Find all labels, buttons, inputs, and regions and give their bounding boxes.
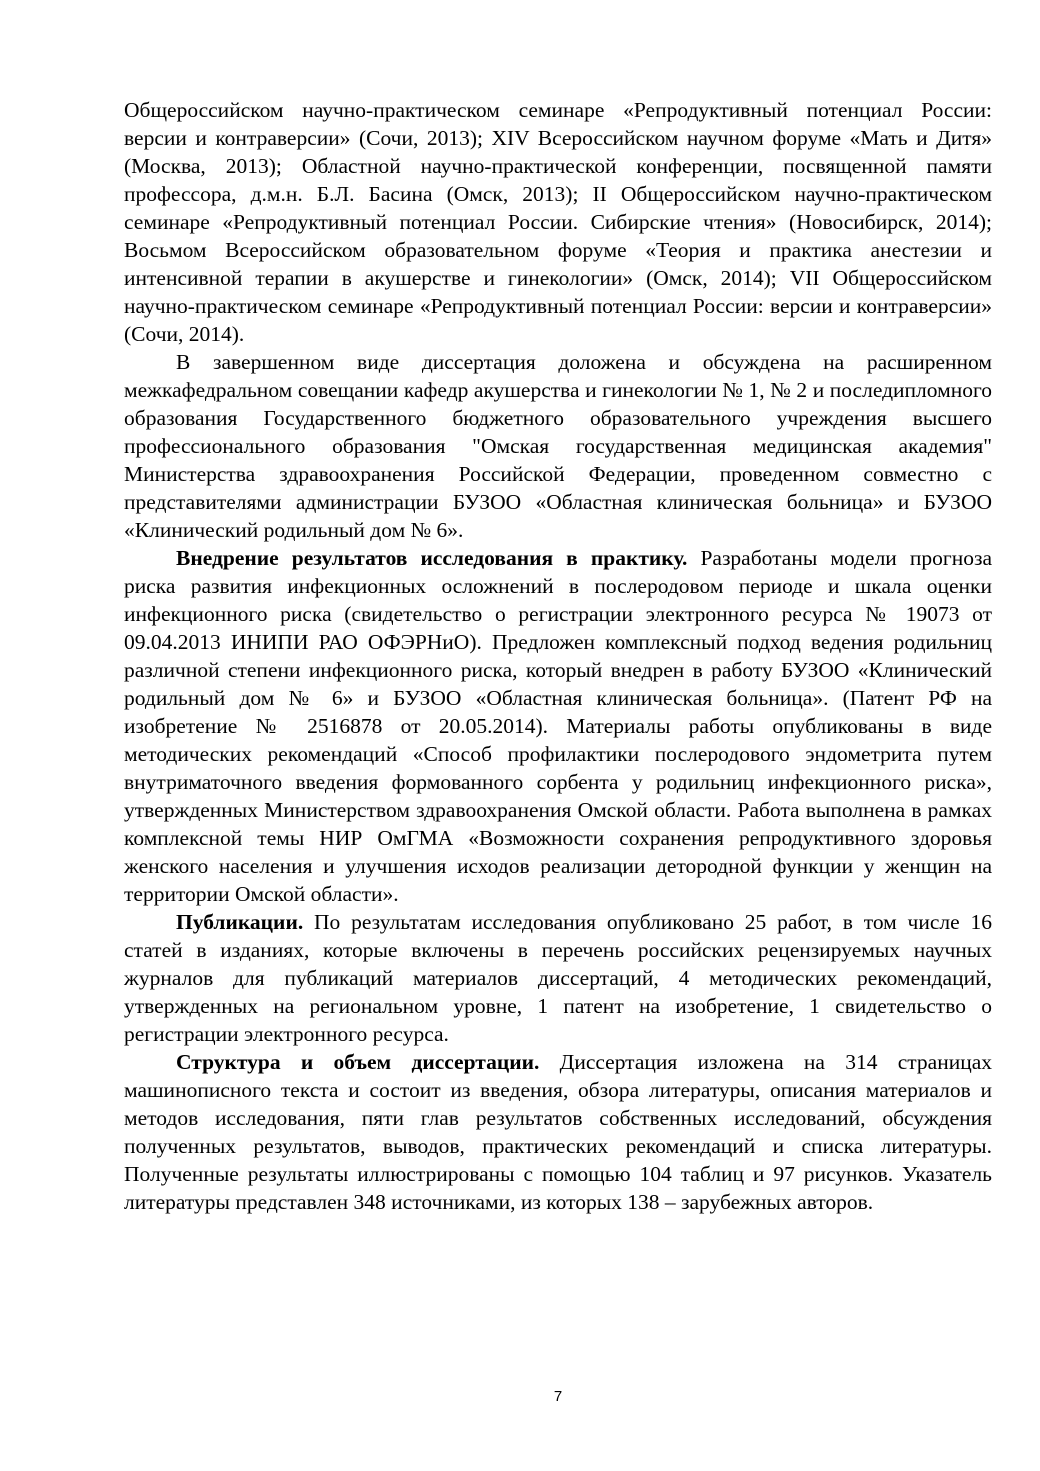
paragraph-conferences-continuation <box>124 96 992 348</box>
section-heading-structure: Структура и объем диссертации. <box>176 1050 540 1074</box>
paragraph-publications <box>124 908 992 1048</box>
paragraph-text: В завершенном виде диссертация доложена и обсуждена на расширенном межкафедральном совещании кафедр акушерства и гинекологии № 1, № 2 и последипломного образования Государственного бюджетного образовательного учреждения высшего профессионального образования "Омская государственная медицинская академия" Министерства здравоохранения Российской Федерации, проведенном совместно с представителями администрации БУЗОО «Областная клиническая больница» и БУЗОО «Клинический родильный дом № 6». <box>124 350 992 542</box>
paragraph-text: Общероссийском научно-практическом семинаре «Репродуктивный потенциал России: версии и контраверсии» (Сочи, 2013); XIV Всероссийском научном форуме «Мать и Дитя» (Москва, 2013); Областной научно-практической конференции, посвященной памяти профессора, д.м.н. Б.Л. Басина (Омск, 2013); II Общероссийском научно-практическом семинаре «Репродуктивный потенциал России. Сибирские чтения» (Новосибирск, 2014); Восьмом Всероссийском образовательном форуме «Теория и практика анестезии и интенсивной терапии в акушерстве и гинекологии» (Омск, 2014); VII Общероссийском научно-практическом семинаре «Репродуктивный потенциал России: версии и контраверсии» (Сочи, 2014). <box>124 98 992 346</box>
section-heading-publications: Публикации. <box>176 910 304 934</box>
document-body <box>124 96 992 1216</box>
section-heading-implementation: Внедрение результатов исследования в практику. <box>176 546 688 570</box>
paragraph-text: По результатам исследования опубликовано 25 работ, в том числе 16 статей в изданиях, которые включены в перечень российских рецензируемых научных журналов для публикаций материалов диссертаций, 4 методических рекомендаций, утвержденных на региональном уровне, 1 патент на изобретение, 1 свидетельство о регистрации электронного ресурса. <box>124 910 992 1046</box>
paragraph-implementation <box>124 544 992 908</box>
paragraph-text: Разработаны модели прогноза риска развития инфекционных осложнений в послеродовом периоде и шкала оценки инфекционного риска (свидетельство о регистрации электронного ресурса № 19073 от 09.04.2013 ИНИПИ РАО ОФЭРНиО). Предложен комплексный подход ведения родильниц различной степени инфекционного риска, который внедрен в работу БУЗОО «Клинический родильный дом № 6» и БУЗОО «Областная клиническая больница». (Патент РФ на изобретение № 2516878 от 20.05.2014). Материалы работы опубликованы в виде методических рекомендаций «Способ профилактики послеродового эндометрита путем внутриматочного введения формованного сорбента у родильниц инфекционного риска», утвержденных Министерством здравоохранения Омской области. Работа выполнена в рамках комплексной темы НИР ОмГМА «Возможности сохранения репродуктивного здоровья женского населения и улучшения исходов реализации детородной функции у женщин на территории Омской области». <box>124 546 992 906</box>
paragraph-text: Диссертация изложена на 314 страницах машинописного текста и состоит из введения, обзора литературы, описания материалов и методов исследования, пяти глав результатов собственных исследований, обсуждения полученных результатов, выводов, практических рекомендаций и списка литературы. Полученные результаты иллюстрированы с помощью 104 таблиц и 97 рисунков. Указатель литературы представлен 348 источниками, из которых 138 – зарубежных авторов. <box>124 1050 993 1214</box>
paragraph-approbation <box>124 348 992 544</box>
paragraph-structure <box>124 1048 992 1216</box>
page-number: 7 <box>553 1388 563 1405</box>
